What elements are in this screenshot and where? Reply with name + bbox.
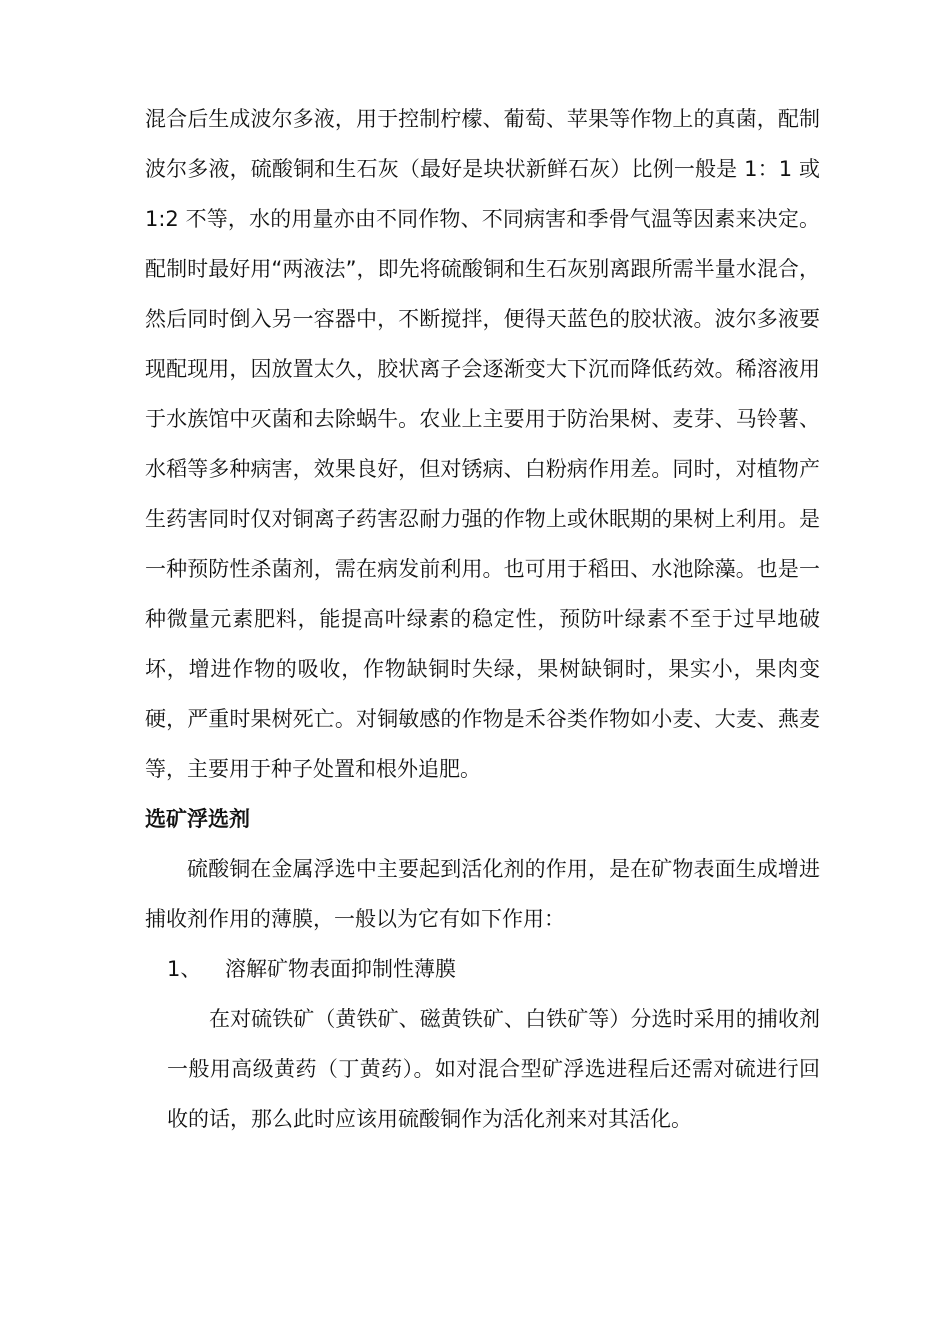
list-item-body: 在对硫铁矿（黄铁矿、磁黄铁矿、白铁矿等）分选时采用的捕收剂一般用高级黄药（丁黄药）。如对混合型矿浮选进程后还需对硫进行回收的话，那么此时应该用硫酸铜作为活化剂来对其活化。 — [167, 1007, 820, 1131]
list-item-number: 1、 — [167, 957, 202, 981]
list-item-title: 溶解矿物表面抑制性薄膜 — [225, 957, 456, 981]
list-item-1 — [145, 944, 820, 994]
section-intro-paragraph: 硫酸铜在金属浮选中主要起到活化剂的作用，是在矿物表面生成增进捕收剂作用的薄膜，一般以为它有如下作用： — [145, 857, 820, 931]
continuation-paragraph: 混合后生成波尔多液，用于控制柠檬、葡萄、苹果等作物上的真菌，配制波尔多液，硫酸铜和生石灰（最好是块状新鲜石灰）比例一般是 1：1 或 1:2 不等，水的用量亦由不同作物、不同病害和季骨气温等因素来决定。配制时最好用“两液法”，即先将硫酸铜和生石灰别离跟所需半量水混合，然后同时倒入另一容器中，不断搅拌，便得天蓝色的胶状液。波尔多液要现配现用，因放置太久，胶状离子会逐渐变大下沉而降低药效。稀溶液用于水族馆中灭菌和去除蜗牛。农业上主要用于防治果树、麦芽、马铃薯、水稻等多种病害，效果良好，但对锈病、白粉病作用差。同时，对植物产生药害同时仅对铜离子药害忍耐力强的作物上或休眠期的果树上利用。是一种预防性杀菌剂，需在病发前利用。也可用于稻田、水池除藻。也是一种微量元素肥料，能提高叶绿素的稳定性，预防叶绿素不至于过早地破坏，增进作物的吸收，作物缺铜时失绿，果树缺铜时，果实小，果肉变硬，严重时果树死亡。对铜敏感的作物是禾谷类作物如小麦、大麦、燕麦等，主要用于种子处置和根外追肥。 — [145, 107, 820, 781]
document-body — [145, 94, 820, 1144]
section-heading: 选矿浮选剂 — [145, 807, 250, 831]
